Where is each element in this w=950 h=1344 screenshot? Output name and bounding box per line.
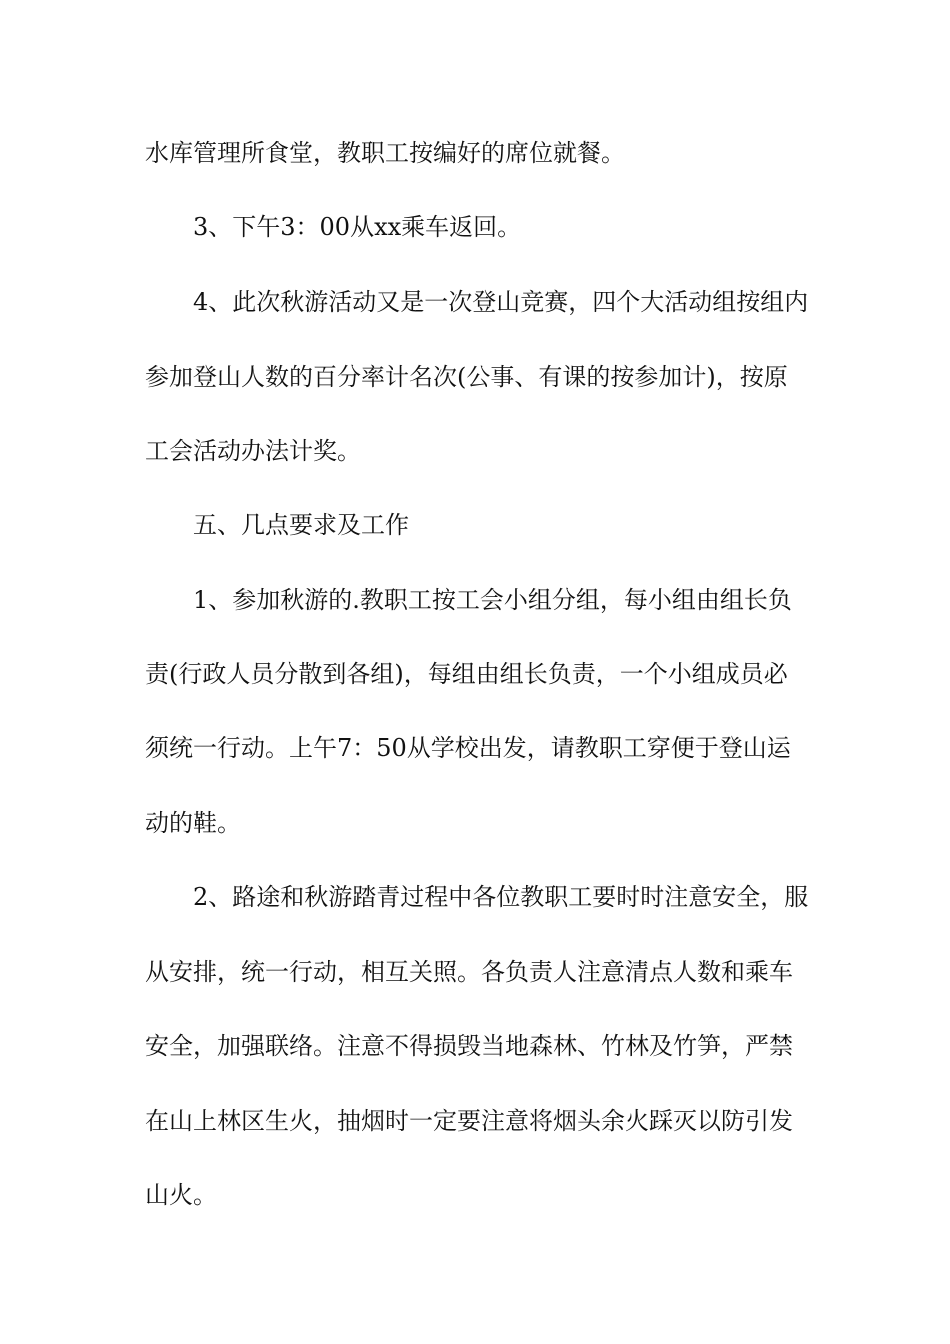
text-line: 在山上林区生火，抽烟时一定要注意将烟头余火踩灭以防引发 xyxy=(145,1107,793,1135)
text-line: 4、此次秋游活动又是一次登山竞赛，四个大活动组按组内 xyxy=(193,288,809,316)
text-line: 山火。 xyxy=(145,1181,217,1209)
section-heading: 五、几点要求及工作 xyxy=(193,511,409,539)
text-line: 须统一行动。上午7：50从学校出发，请教职工穿便于登山运 xyxy=(145,734,791,762)
text-line: 3、下午3：00从xx乘车返回。 xyxy=(193,213,522,241)
text-line: 工会活动办法计奖。 xyxy=(145,437,361,465)
text-line: 责(行政人员分散到各组)，每组由组长负责，一个小组成员必 xyxy=(145,660,788,688)
text-line: 安全，加强联络。注意不得损毁当地森林、竹林及竹笋，严禁 xyxy=(145,1032,793,1060)
text-line: 动的鞋。 xyxy=(145,809,241,837)
text-line: 1、参加秋游的.教职工按工会小组分组，每小组由组长负 xyxy=(193,586,792,614)
text-line: 参加登山人数的百分率计名次(公事、有课的按参加计)，按原 xyxy=(145,363,788,391)
text-line: 2、路途和秋游踏青过程中各位教职工要时时注意安全，服 xyxy=(193,883,809,911)
text-line: 从安排，统一行动，相互关照。各负责人注意清点人数和乘车 xyxy=(145,958,793,986)
text-line: 水库管理所食堂，教职工按编好的席位就餐。 xyxy=(145,139,625,167)
